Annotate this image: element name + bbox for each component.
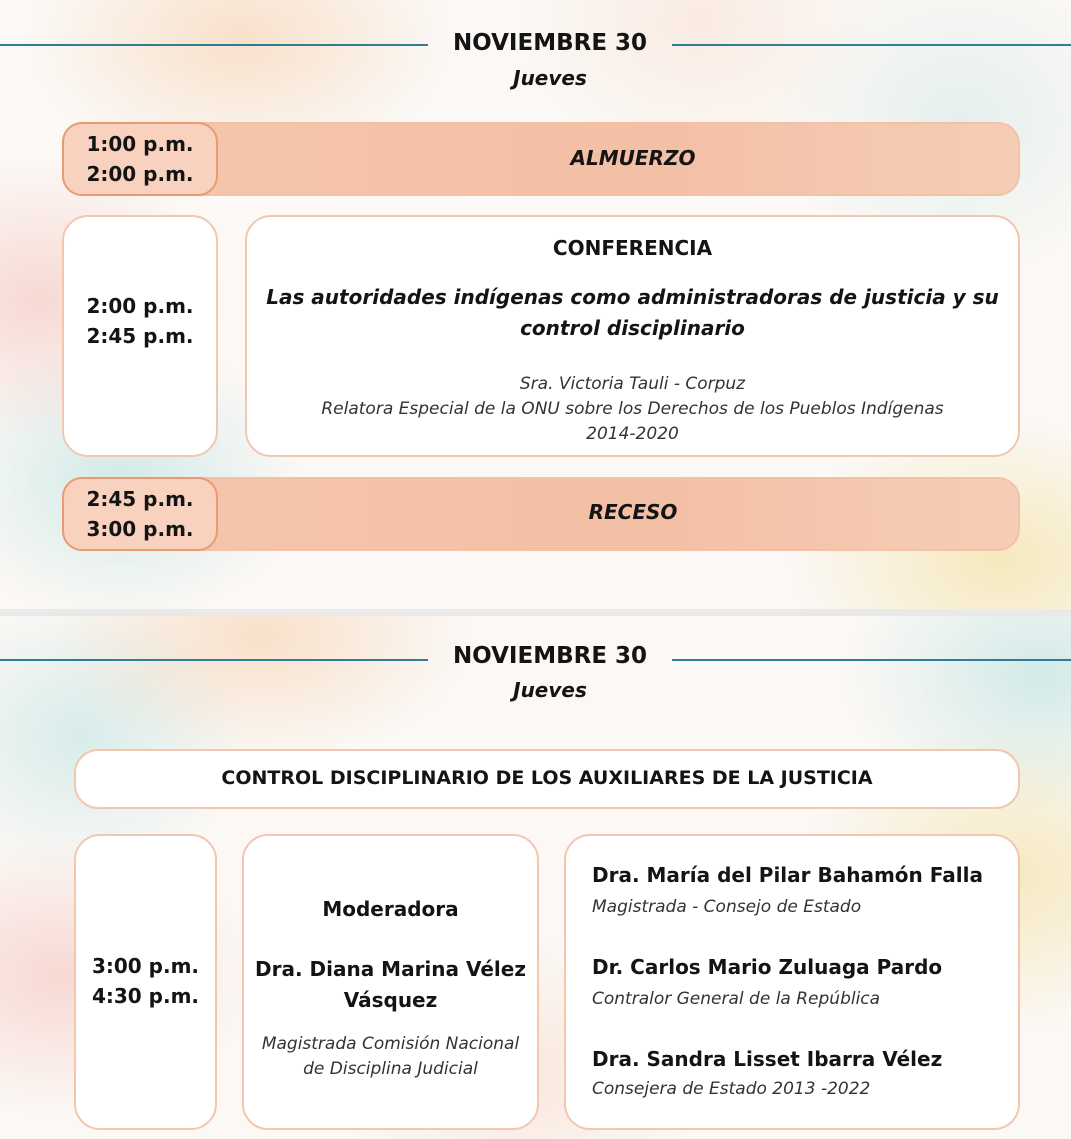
conference-speaker-years: 2014-2020 <box>586 424 679 444</box>
panelist-3-role: Consejera de Estado 2013 -2022 <box>592 1079 871 1099</box>
conference-title-line-2: control disciplinario <box>520 316 745 340</box>
panelist-3-name: Dra. Sandra Lisset Ibarra Vélez <box>592 1047 943 1071</box>
conference-speaker-role: Relatora Especial de la ONU sobre los Derechos de los Pueblos Indígenas <box>321 399 944 419</box>
lunch-end-time: 2:00 p.m. <box>86 162 194 186</box>
panel-end-time: 4:30 p.m. <box>91 984 200 1008</box>
moderator-name <box>242 954 539 1016</box>
conference-speaker: Sra. Victoria Tauli - Corpuz <box>519 374 746 394</box>
moderator-heading: Moderadora <box>322 897 459 921</box>
break-label: RECESO <box>588 500 678 524</box>
break-end-time: 3:00 p.m. <box>86 517 194 541</box>
moderator-role-line-1: Magistrada Comisión Nacional <box>261 1034 520 1054</box>
conference-title-line-1: Las autoridades indígenas como administradoras de justicia y su <box>266 285 999 309</box>
conference-start-time: 2:00 p.m. <box>86 294 194 318</box>
panelist-2-name: Dr. Carlos Mario Zuluaga Pardo <box>592 955 943 979</box>
lunch-label: ALMUERZO <box>570 146 696 170</box>
break-start-time: 2:45 p.m. <box>86 487 194 511</box>
lunch-time-box <box>62 122 218 196</box>
date-heading: NOVIEMBRE 30 <box>452 30 648 56</box>
panelist-1-role: Magistrada - Consejo de Estado <box>592 897 862 917</box>
conference-end-time: 2:45 p.m. <box>86 324 194 348</box>
conference-title <box>245 282 1020 344</box>
schedule-panel-2 <box>0 616 1071 1139</box>
panelist-2-role: Contralor General de la República <box>592 989 881 1009</box>
panel-title: CONTROL DISCIPLINARIO DE LOS AUXILIARES DE LA JUSTICIA <box>221 767 873 789</box>
panel-times <box>74 951 217 1011</box>
lunch-start-time: 1:00 p.m. <box>86 132 194 156</box>
panelist-1-name: Dra. María del Pilar Bahamón Falla <box>592 863 983 887</box>
panel-start-time: 3:00 p.m. <box>91 954 200 978</box>
break-time-box <box>62 477 218 551</box>
moderator-name-line-1: Dra. Diana Marina Vélez <box>255 957 526 981</box>
weekday-heading: Jueves <box>513 66 587 90</box>
conference-speaker-block <box>245 372 1020 447</box>
conference-times <box>62 291 218 351</box>
moderator-role <box>242 1032 539 1082</box>
date-heading: NOVIEMBRE 30 <box>452 643 648 669</box>
weekday-heading: Jueves <box>513 678 587 702</box>
moderator-role-line-2: de Disciplina Judicial <box>303 1059 478 1079</box>
moderator-name-line-2: Vásquez <box>343 988 438 1012</box>
conference-type: CONFERENCIA <box>552 236 713 260</box>
